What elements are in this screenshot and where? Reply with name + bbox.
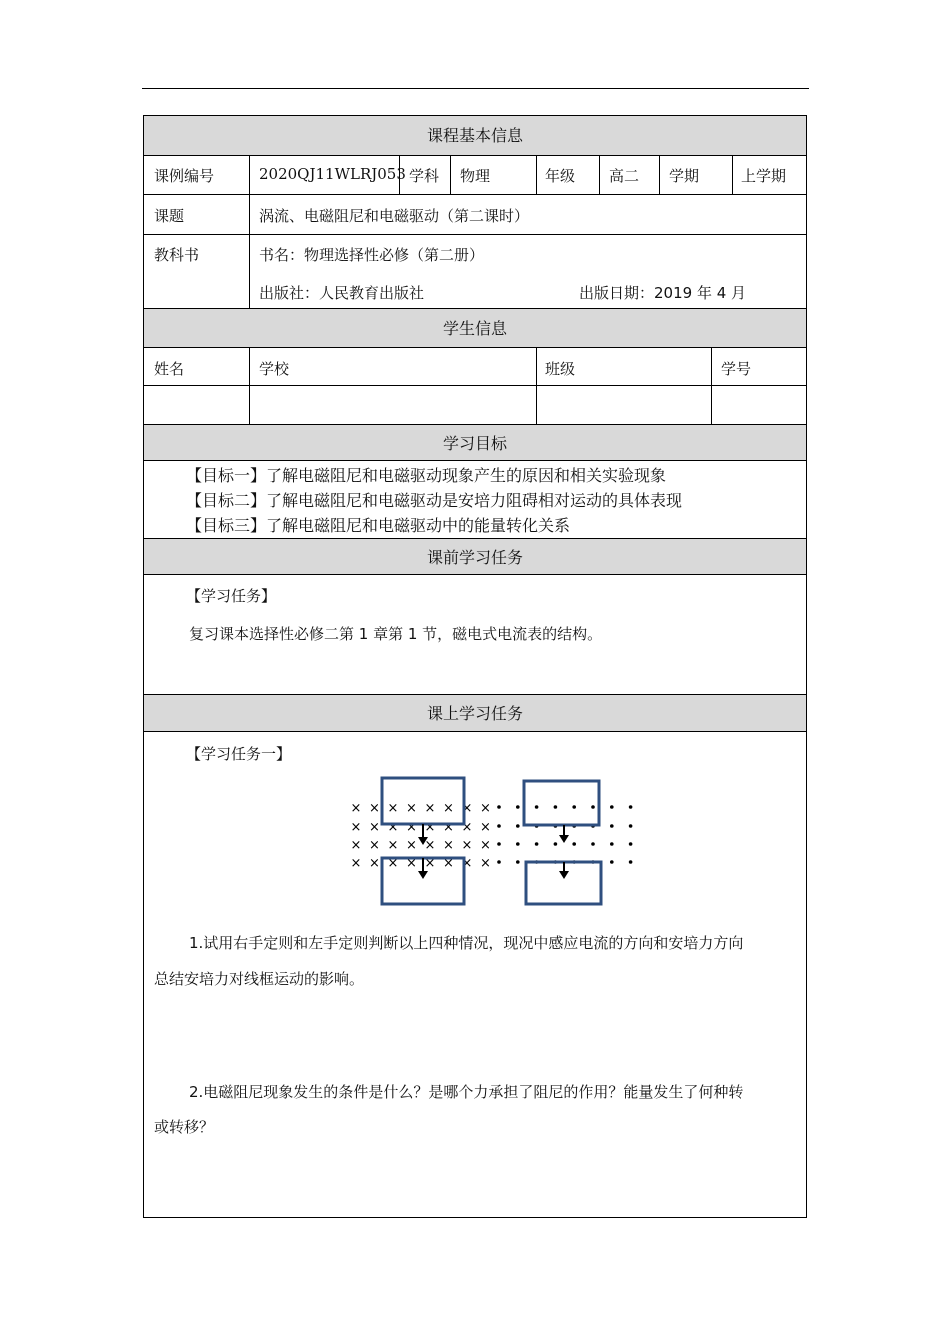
cross-symbol: ×: [387, 838, 399, 853]
objective-2: 【目标二】了解电磁阻尼和电磁驱动是安培力阻碍相对运动的具体表现: [186, 491, 683, 510]
dot-symbol: [497, 824, 501, 828]
cross-symbol: ×: [406, 820, 417, 835]
cross-symbol: ×: [369, 838, 380, 853]
magnetic-field-figure: [339, 771, 639, 911]
section-student-info: 学生信息: [144, 308, 806, 348]
textbook-label: 教科书: [154, 246, 200, 264]
answer-area-1[interactable]: [144, 991, 806, 1071]
cross-symbol: ×: [406, 856, 417, 871]
cross-symbol: ×: [461, 838, 473, 853]
cross-symbol: ×: [480, 856, 491, 871]
section-basic-info: 课程基本信息: [144, 116, 806, 156]
objective-3: 【目标三】了解电磁阻尼和电磁驱动中的能量转化关系: [186, 516, 571, 535]
student-school-field[interactable]: [250, 386, 536, 424]
student-name-label: 姓名: [154, 360, 185, 378]
arrow-right-bottom: [559, 862, 569, 879]
cross-symbol: ×: [424, 856, 436, 871]
case-id-label: 课例编号: [154, 167, 215, 185]
dot-symbol: [535, 842, 539, 846]
dot-symbol: [497, 842, 501, 846]
dot-symbol: [516, 860, 520, 864]
cross-symbol: ×: [406, 801, 417, 816]
topic-label: 课题: [154, 207, 185, 225]
cross-symbol: ×: [480, 838, 491, 853]
cross-symbol: ×: [350, 820, 362, 835]
col-divider: [659, 156, 660, 194]
question-2-line-1: 2.电磁阻尼现象发生的条件是什么？是哪个力承担了阻尼的作用？能量发生了何种转: [189, 1083, 744, 1101]
dot-symbol: [535, 805, 539, 809]
student-class-label: 班级: [545, 360, 576, 378]
cross-symbol: ×: [369, 820, 380, 835]
grade-label: 年级: [545, 167, 576, 185]
cross-symbol: ×: [443, 856, 454, 871]
col-divider: [536, 156, 537, 194]
grade-value: 高二: [609, 167, 640, 185]
question-2-line-2: 或转移？: [154, 1118, 215, 1136]
arrow-right-top: [559, 825, 569, 843]
dot-symbol: [516, 842, 520, 846]
in-task-heading: 【学习任务一】: [186, 745, 292, 763]
col-divider: [599, 156, 600, 194]
student-class-field[interactable]: [537, 386, 711, 424]
frame-right-top: [524, 781, 599, 825]
student-number-label: 学号: [721, 360, 752, 378]
dot-symbol: [591, 805, 595, 809]
cross-symbol: ×: [424, 801, 436, 816]
dot-symbol: [591, 842, 595, 846]
dot-symbol: [629, 842, 633, 846]
cross-symbol: ×: [350, 856, 362, 871]
term-value: 上学期: [741, 167, 787, 185]
dot-symbol: [610, 860, 614, 864]
dot-symbol: [572, 842, 576, 846]
col-divider: [732, 156, 733, 194]
cross-symbol: ×: [406, 838, 417, 853]
pre-task-heading: 【学习任务】: [186, 587, 277, 605]
dot-symbol: [610, 842, 614, 846]
student-school-label: 学校: [259, 360, 290, 378]
cross-symbol: ×: [387, 820, 399, 835]
col-divider: [249, 156, 250, 308]
row-divider: [144, 194, 806, 195]
pre-task-text: 复习课本选择性必修二第 1 章第 1 节，磁电式电流表的结构。: [189, 625, 603, 643]
row-divider: [144, 234, 806, 235]
cross-symbol: ×: [369, 801, 380, 816]
cross-symbol: ×: [461, 801, 473, 816]
dot-symbol: [610, 824, 614, 828]
dot-symbol: [572, 805, 576, 809]
cross-symbol: ×: [387, 856, 399, 871]
dot-symbol: [629, 805, 633, 809]
question-1-line-2: 总结安培力对线框运动的影响。: [154, 970, 365, 988]
case-id-value: 2020QJ11WLRJ053: [259, 165, 406, 183]
lesson-form: [143, 115, 807, 1218]
subject-value: 物理: [460, 167, 491, 185]
cross-symbol: ×: [424, 820, 436, 835]
dot-symbol: [610, 805, 614, 809]
dot-symbol: [497, 805, 501, 809]
header-rule: [142, 88, 809, 89]
cross-symbol: ×: [480, 820, 491, 835]
publisher: 出版社：人民教育出版社: [259, 284, 425, 302]
dot-symbol: [516, 805, 520, 809]
cross-symbol: ×: [350, 838, 362, 853]
cross-symbol: ×: [387, 801, 399, 816]
section-in-class: 课上学习任务: [144, 694, 806, 732]
cross-symbol: ×: [480, 801, 491, 816]
dot-symbol: [516, 824, 520, 828]
cross-field-region: [351, 801, 491, 871]
cross-symbol: ×: [443, 838, 454, 853]
term-label: 学期: [669, 167, 700, 185]
student-name-field[interactable]: [144, 386, 249, 424]
student-number-field[interactable]: [712, 386, 806, 424]
publish-date: 出版日期：2019 年 4 月: [579, 284, 747, 302]
cross-symbol: ×: [461, 820, 473, 835]
objective-1: 【目标一】了解电磁阻尼和电磁驱动现象产生的原因和相关实验现象: [186, 466, 667, 485]
subject-label: 学科: [409, 167, 440, 185]
textbook-name: 书名：物理选择性必修（第二册）: [259, 246, 485, 264]
col-divider: [450, 156, 451, 194]
question-1-line-1: 1.试用右手定则和左手定则判断以上四种情况，现况中感应电流的方向和安培力方向: [189, 934, 744, 952]
dot-symbol: [497, 860, 501, 864]
cross-symbol: ×: [461, 856, 473, 871]
cross-symbol: ×: [443, 820, 454, 835]
cross-symbol: ×: [350, 801, 362, 816]
cross-symbol: ×: [424, 838, 436, 853]
dot-symbol: [629, 860, 633, 864]
section-pre-class: 课前学习任务: [144, 538, 806, 575]
section-objectives: 学习目标: [144, 424, 806, 461]
cross-symbol: ×: [443, 801, 454, 816]
dot-symbol: [554, 842, 558, 846]
dot-symbol: [554, 805, 558, 809]
dot-symbol: [629, 824, 633, 828]
topic-value: 涡流、电磁阻尼和电磁驱动（第二课时）: [259, 207, 530, 225]
cross-symbol: ×: [369, 856, 380, 871]
answer-area-2[interactable]: [144, 1141, 806, 1216]
